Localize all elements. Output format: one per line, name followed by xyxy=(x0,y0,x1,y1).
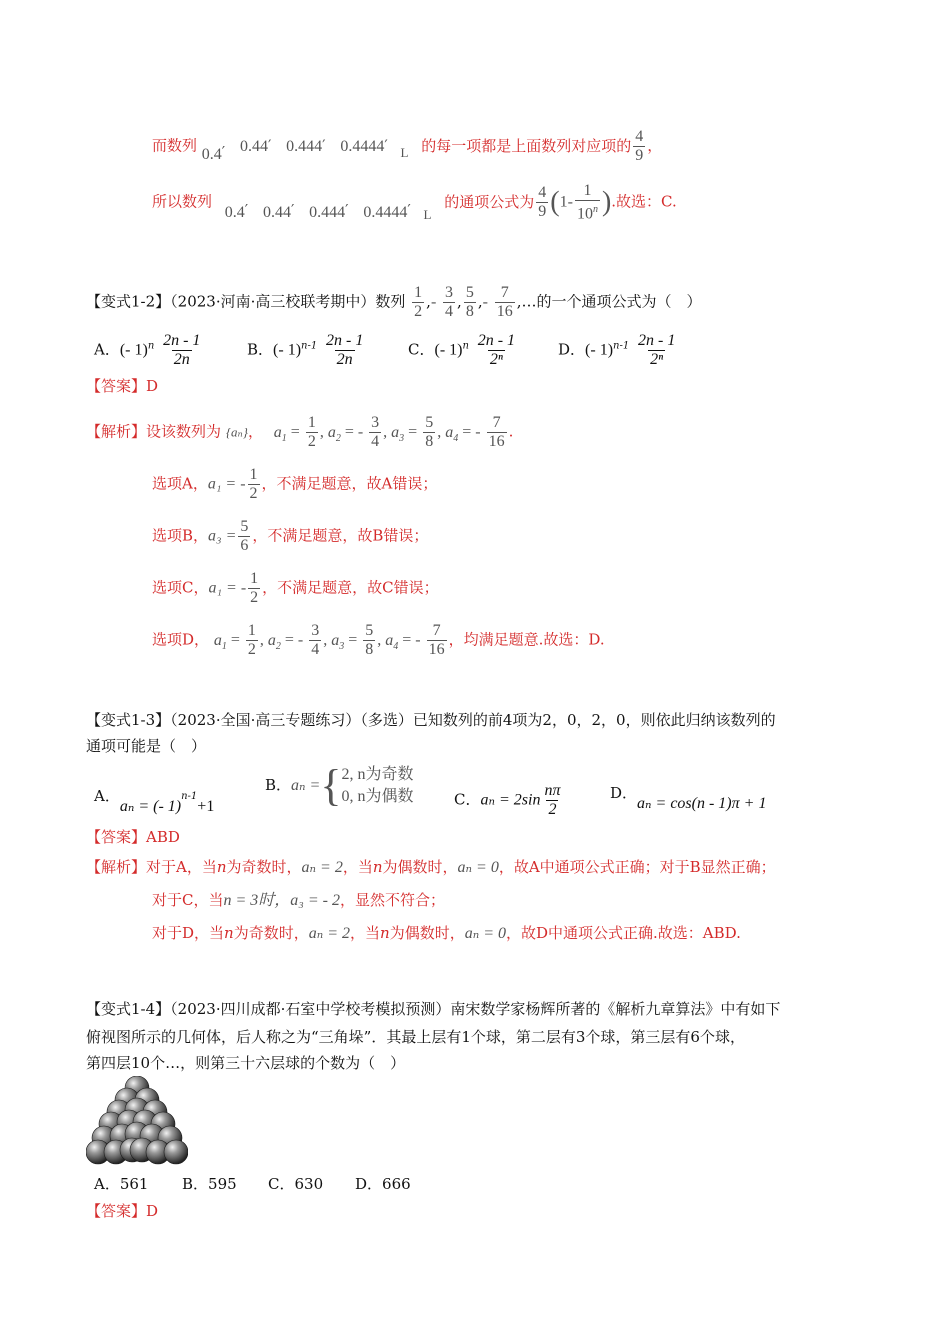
q13-answer: 【答案】ABD xyxy=(86,828,180,846)
q12-title-text: 【变式1-2】（2023·河南·高三校联考期中）数列 xyxy=(86,292,406,311)
fraction: $\frac{4}{9}$ xyxy=(635,128,644,164)
fraction: $\frac{4}{9}$ xyxy=(538,184,547,221)
q12-title: 【变式1-2】（2023·河南·高三校联考期中）数列 $\frac{1}{2}$ ,- $\frac{3}{4}$ , $\frac{5}{8}$ ,- $\frac{7}{16}$ ,…的一个通项公式为（ ） xyxy=(86,284,702,320)
q12-option-c[interactable]: C．(- 1)$^n$ $\frac{2n - 1}{\text{2ⁿ}}$ xyxy=(408,332,516,368)
seq-3: 0.4444 xyxy=(340,137,385,155)
seq-3: 0.4444 xyxy=(363,203,408,221)
fraction: $\frac{2n - 1}{2n}$ xyxy=(163,332,201,368)
q14-option-a[interactable]: A．561 xyxy=(94,1175,149,1193)
q12-check-c: 选项C，a₁ = - $\frac{1}{2}$ ，不满足题意，故C错误； xyxy=(152,570,439,606)
q14-title-1: 【变式1-4】（2023·四川成都·石室中学校考模拟预测）南宋数学家杨辉所著的《解析九章算法》中有如下 xyxy=(86,1000,781,1018)
q12-option-b[interactable]: B．(- 1)$^{n-1}$ $\frac{2n - 1}{2n}$ xyxy=(247,332,364,368)
intro-line-2: 所以数列 0.4′ 0.44′ 0.444′ 0.4444′ L 的通项公式为 $\frac{4}{9}$ (1- $\frac{1}{10^n}$ ).故选：C. xyxy=(152,182,677,223)
ball-stack-figure xyxy=(86,1076,188,1168)
intro-line-1: 而数列 0.4′ 0.44′ 0.444′ 0.4444′ L 的每一项都是上面数列对应项的 $\frac{4}{9}$ ， xyxy=(152,128,663,164)
q12-analysis: 【解析】设该数列为 {aₙ}， $a_1$ = $\frac{1}{2}$ , $a_2$ = - $\frac{3}{4}$ , $a_3$ = $\frac{5}{8}$ , $a_4$ = - $\frac{7}{16}$ . xyxy=(86,414,514,450)
answer-value: D xyxy=(146,1202,159,1220)
q13-analysis-1: 【解析】对于A，当n为奇数时，aₙ = 2，当n为偶数时，aₙ = 0，故A中通项公式正确；对于B显然正确； xyxy=(86,858,776,876)
intro-text: 而数列 xyxy=(152,136,198,155)
q12-check-d: 选项D， $a_1$ = $\frac{1}{2}$ , $a_2$ = - $\frac{3}{4}$ , $a_3$ = $\frac{5}{8}$ , $a_4$ = - $\frac{7}{16}$ ，均满足题意.故选：D. xyxy=(152,622,605,658)
q12-title-suffix: …的一个通项公式为（ ） xyxy=(521,292,702,311)
q14-answer: 【答案】D xyxy=(86,1202,159,1220)
seq-1: 0.44 xyxy=(262,203,291,221)
ball xyxy=(164,1140,188,1164)
q13-title-2: 通项可能是（ ） xyxy=(86,737,207,755)
q12-option-d[interactable]: D．(- 1)$^{n-1}$ $\frac{2n - 1}{\text{2ⁿ}}$ xyxy=(558,332,676,368)
seq-term-4: $\frac{7}{16}$ xyxy=(496,284,513,320)
fraction: $\frac{1}{10^n}$ xyxy=(576,182,598,223)
q13-option-a[interactable]: A．aₙ = (- 1)$^{n-1}$+1 xyxy=(94,787,215,815)
q13-analysis-2: 对于C，当n = 3时，a₃ = - 2，显然不符合； xyxy=(152,891,445,909)
fraction: $\frac{2n - 1}{2n}$ xyxy=(325,332,364,368)
q14-option-c[interactable]: C．630 xyxy=(268,1175,324,1193)
q13-option-d[interactable]: D．aₙ = cos(n - 1)π + 1 xyxy=(610,784,767,812)
seq-2: 0.444 xyxy=(309,203,346,221)
q14-option-b[interactable]: B．595 xyxy=(182,1175,237,1193)
seq-term-1: $\frac{1}{2}$ xyxy=(414,284,423,320)
seq-0: 0.4 xyxy=(224,203,245,221)
fraction: $\frac{2n - 1}{\text{2ⁿ}}$ xyxy=(637,332,676,368)
seq-ellipsis: L xyxy=(400,144,409,160)
q14-title-3: 第四层10个…，则第三十六层球的个数为（ ） xyxy=(86,1054,406,1072)
q12-check-b: 选项B，a₃ = $\frac{5}{6}$ ，不满足题意，故B错误； xyxy=(152,518,429,554)
q13-analysis-3: 对于D，当n为奇数时，aₙ = 2，当n为偶数时，aₙ = 0，故D中通项公式正确.故选：ABD. xyxy=(152,924,741,942)
q12-option-a[interactable]: A．(- 1)$^n$ $\frac{2n - 1}{2n}$ xyxy=(94,332,201,368)
seq-ellipsis: L xyxy=(423,206,432,222)
seq-0: 0.4 xyxy=(201,145,222,163)
seq-1: 0.44 xyxy=(239,137,268,155)
q12-check-a: 选项A，a₁ = - $\frac{1}{2}$ ，不满足题意，故A错误； xyxy=(152,466,438,502)
q14-title-2: 俯视图所示的几何体，后人称之为“三角垛”．其最上层有1个球，第二层有3个球，第三层有6个球， xyxy=(86,1028,745,1046)
intro-text: 所以数列 xyxy=(152,192,213,211)
intro-text: 的每一项都是上面数列对应项的 xyxy=(421,136,632,155)
intro-text: 的通项公式为 xyxy=(444,192,535,211)
q14-option-d[interactable]: D．666 xyxy=(355,1175,411,1193)
fraction: $\frac{2n - 1}{\text{2ⁿ}}$ xyxy=(477,332,516,368)
seq-term-2: $\frac{3}{4}$ xyxy=(445,284,454,320)
seq-2: 0.444 xyxy=(286,137,323,155)
intro-text: .故选：C. xyxy=(611,192,677,211)
q13-option-c[interactable]: C．aₙ = 2sin $\frac{n\pi}{2}$ xyxy=(454,782,561,818)
seq-term-3: $\frac{5}{8}$ xyxy=(465,284,474,320)
q13-title: 【变式1-3】（2023·全国·高三专题练习）（多选）已知数列的前4项为2，0，2，0，则依此归纳该数列的 xyxy=(86,711,776,729)
q12-answer: 【答案】D xyxy=(86,377,159,395)
q13-option-b[interactable]: B．aₙ ={ 2, n为奇数 0, n为偶数 xyxy=(265,761,414,810)
answer-value: ABD xyxy=(146,828,180,846)
answer-value: D xyxy=(146,377,159,395)
